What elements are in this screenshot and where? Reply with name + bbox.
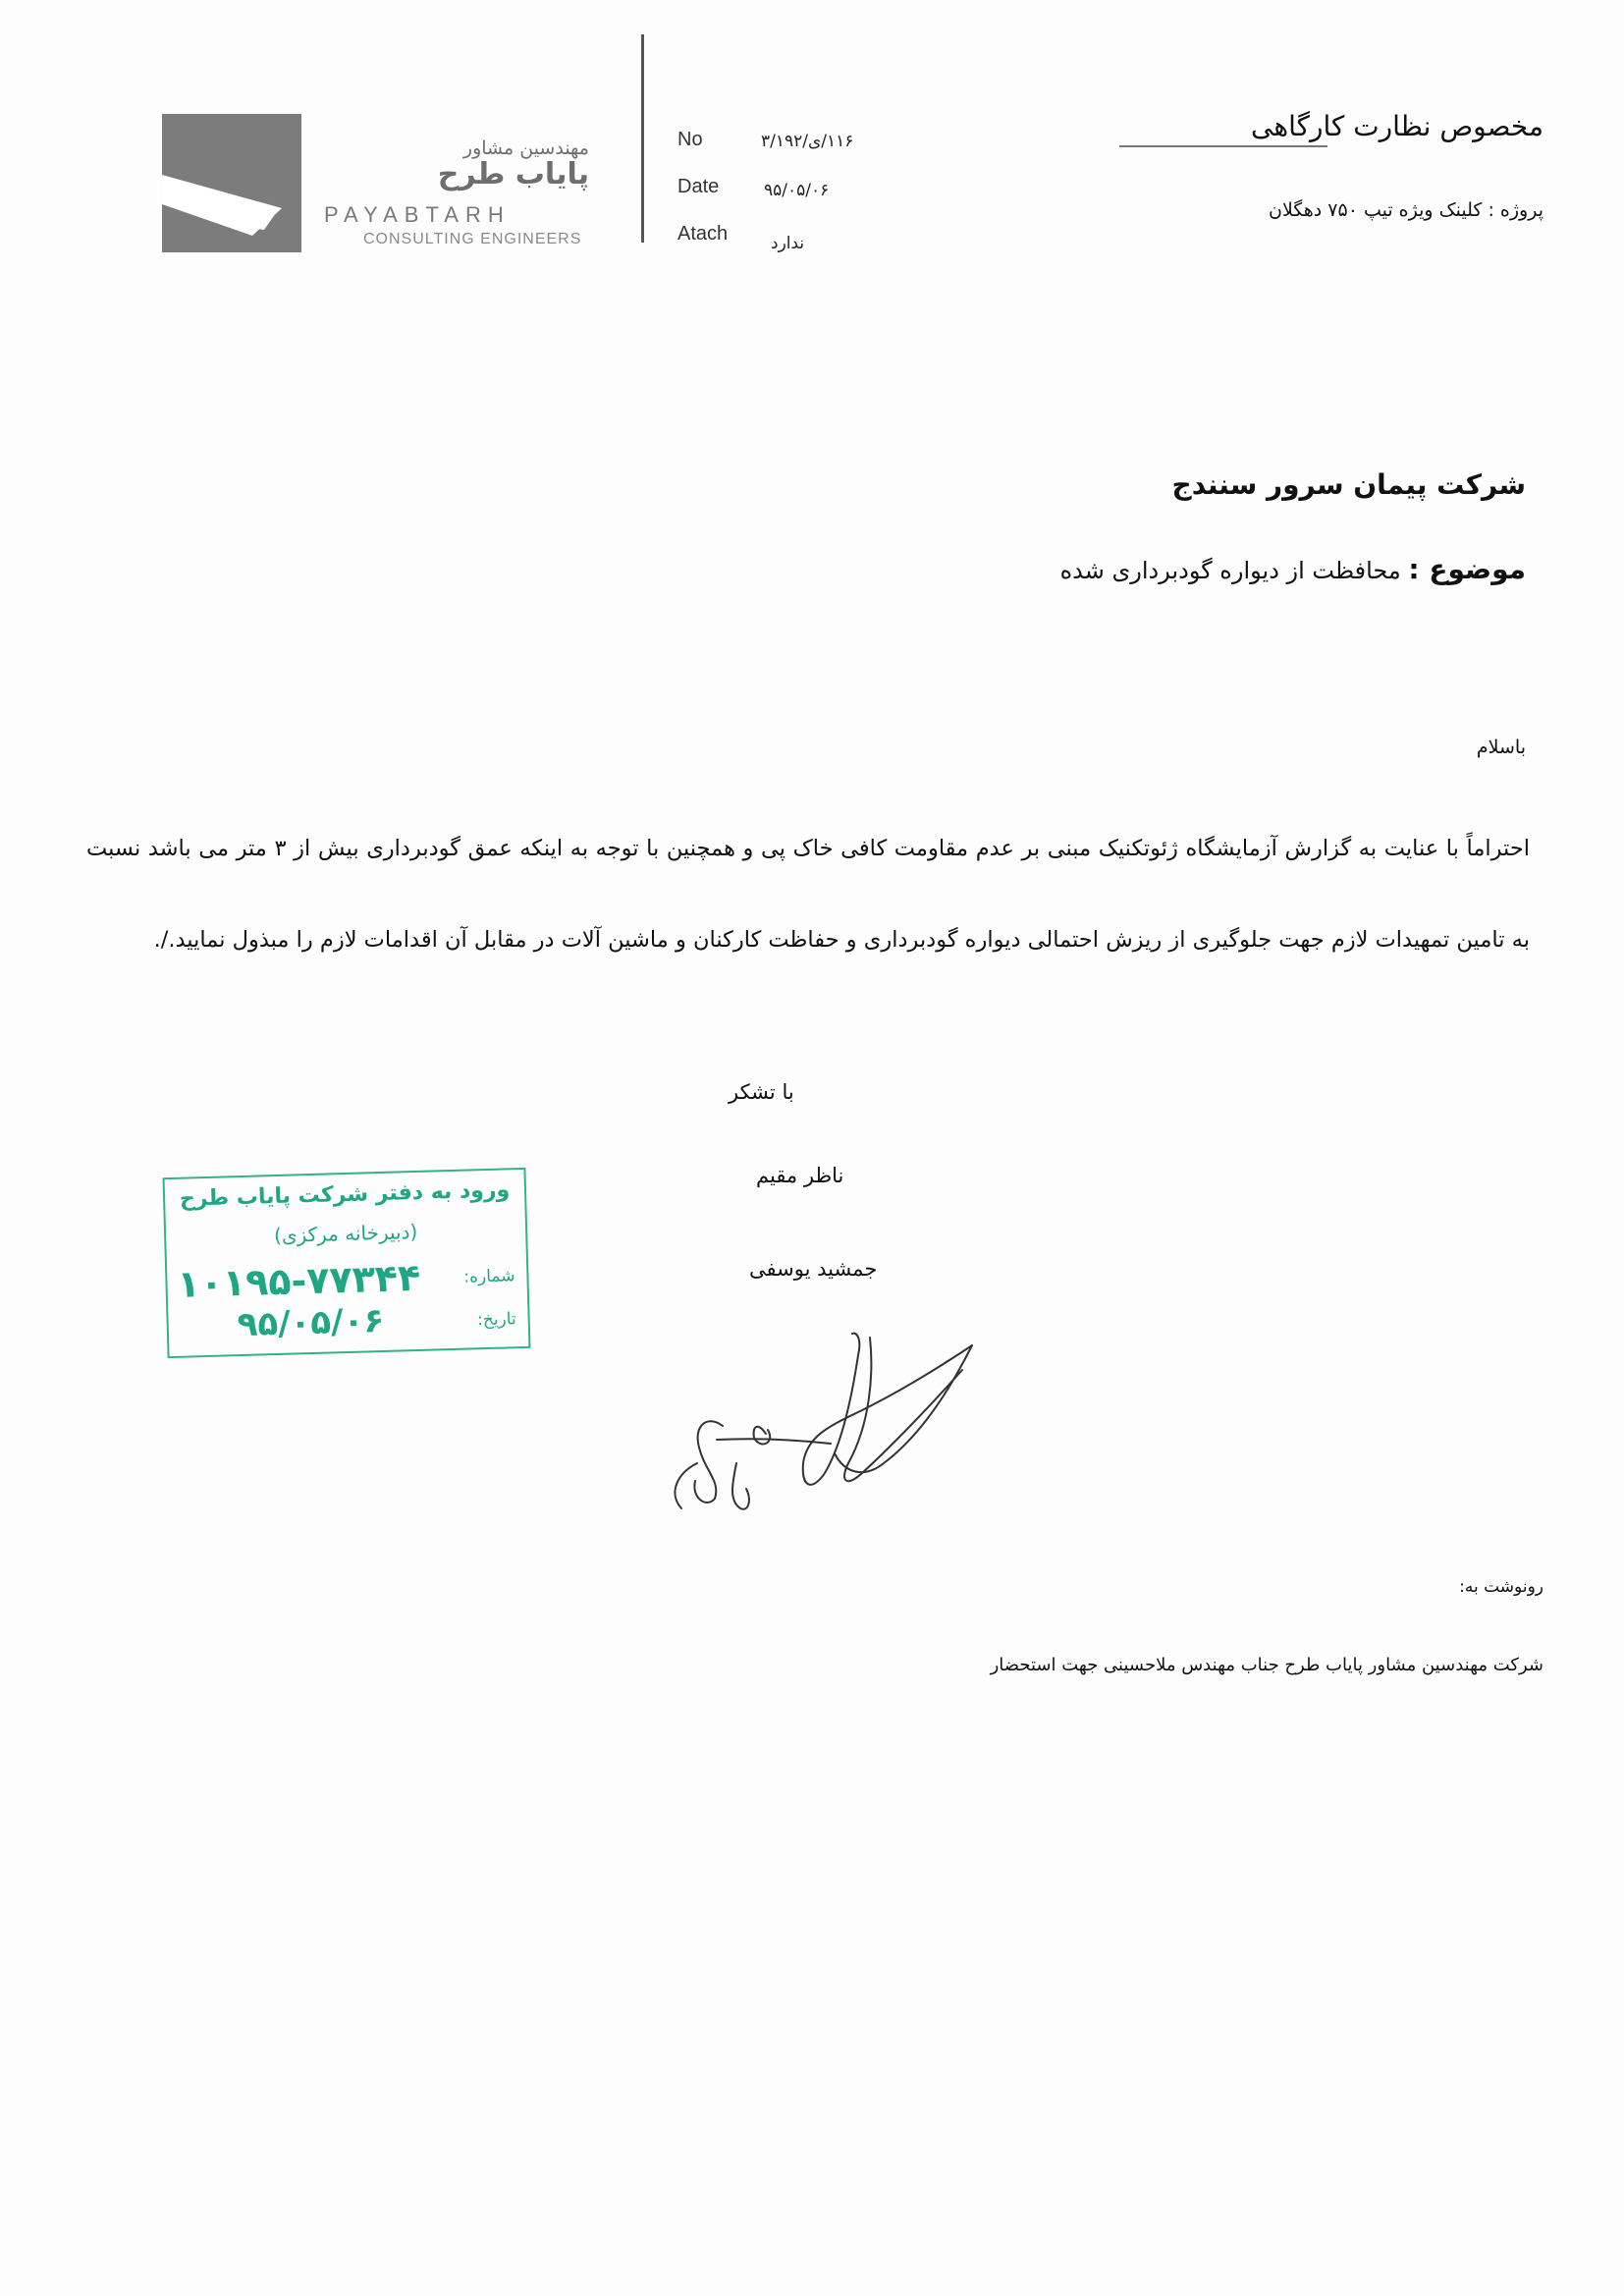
stamp-subtitle: (دبیرخانه مرکزی) bbox=[273, 1219, 418, 1248]
stamp-date-label: تاریخ: bbox=[476, 1309, 516, 1331]
letterhead-english-name: PAYABTARH bbox=[324, 202, 511, 227]
heading-underline bbox=[1119, 145, 1327, 147]
stamp-date-value: ۹۵/۰۵/۰۶ bbox=[237, 1300, 385, 1345]
greeting: باسلام bbox=[1476, 737, 1526, 758]
handwritten-signature bbox=[638, 1316, 992, 1556]
meta-value-no: ۱۱۶/ی/۳/۱۹۲ bbox=[761, 132, 854, 151]
meta-label-date: Date bbox=[677, 176, 720, 197]
subject-label: موضوع : bbox=[1408, 553, 1526, 585]
header-divider bbox=[641, 34, 644, 243]
subject-text: محافظت از دیواره گودبرداری شده bbox=[1059, 557, 1401, 584]
closing: با تشکر bbox=[729, 1080, 794, 1104]
confidential-heading: مخصوص نظارت کارگاهی bbox=[1251, 110, 1543, 142]
stamp-title: ورود به دفتر شرکت پایاب طرح bbox=[179, 1177, 511, 1212]
project-line: پروژه : کلینک ویژه تیپ ۷۵۰ دهگلان bbox=[1268, 199, 1543, 221]
cc-label: رونوشت به: bbox=[1459, 1577, 1543, 1597]
subject-line bbox=[1060, 553, 1526, 585]
meta-value-attach: ندارد bbox=[771, 234, 805, 253]
stamp-number-label: شماره: bbox=[463, 1266, 515, 1287]
signer-role: ناظر مقیم bbox=[756, 1164, 844, 1187]
letterhead-subtitle: مهندسین مشاور bbox=[462, 137, 589, 159]
letterhead-company-name: پایاب طرح bbox=[437, 157, 589, 191]
signer-name: جمشید یوسفی bbox=[749, 1257, 878, 1281]
letter-body: احتراماً با عنایت به گزارش آزمایشگاه ژئوتکنیک مبنی بر عدم مقاومت کافی خاک پی و همچنین با توجه به اینکه عمق گودبرداری بیش از ۳ متر می باشد نسبت به تامین تمهیدات لازم جهت جلوگیری از ریزش احتمالی دیواره گودبرداری و حفاظت کارکنان و ماشین آلات در مقابل آن اقدامات لازم را مبذول نمایید./. bbox=[86, 836, 1530, 953]
stamp-number-value: ۱۰۱۹۵-۷۷۳۴۴ bbox=[176, 1255, 421, 1306]
meta-value-date: ۹۵/۰۵/۰۶ bbox=[764, 181, 830, 200]
reception-stamp bbox=[163, 1168, 531, 1358]
company-logo bbox=[162, 114, 301, 252]
meta-label-no: No bbox=[677, 129, 703, 150]
meta-label-attach: Atach bbox=[677, 223, 729, 245]
cc-recipients: شرکت مهندسین مشاور پایاب طرح جناب مهندس ملاحسینی جهت استحضار bbox=[990, 1655, 1543, 1675]
recipient: شرکت پیمان سرور سنندج bbox=[1171, 468, 1526, 501]
letterhead-english-subtitle: CONSULTING ENGINEERS bbox=[363, 231, 582, 247]
